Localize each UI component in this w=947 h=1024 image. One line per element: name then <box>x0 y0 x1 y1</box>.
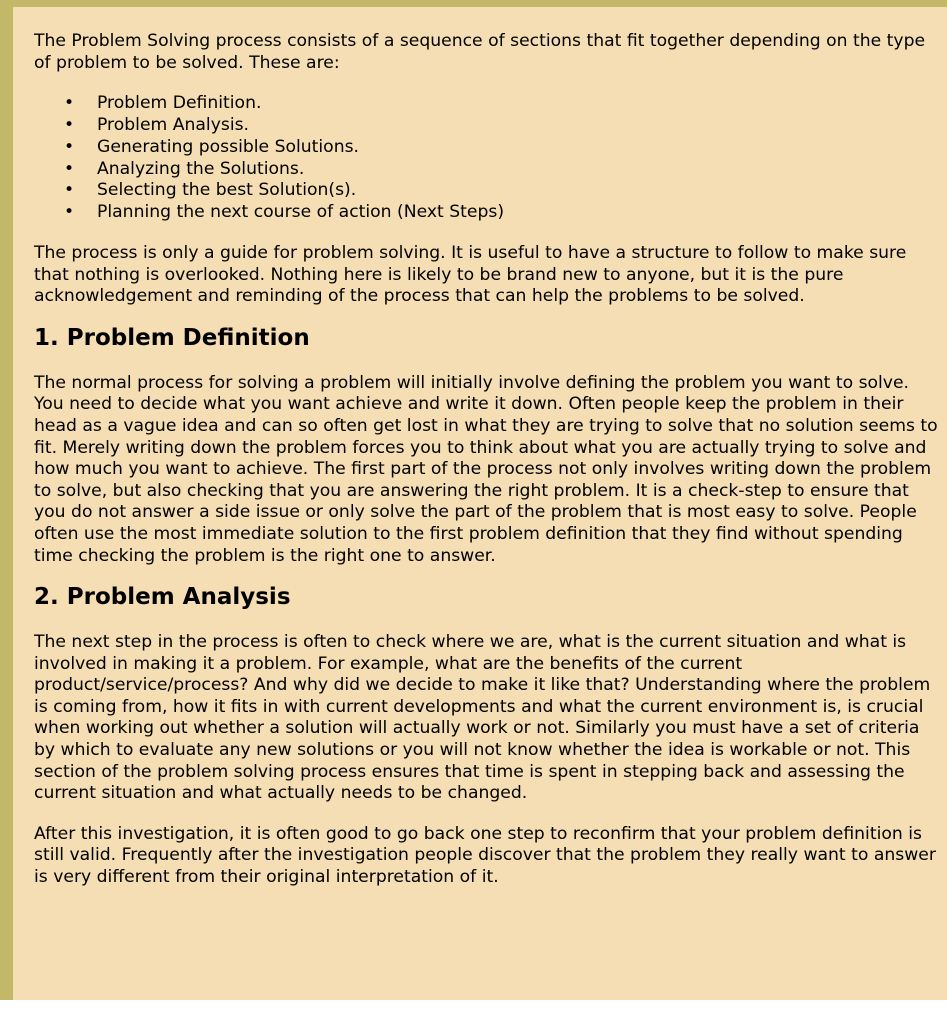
investigation-paragraph: After this investigation, it is often good to go back one step to reconfirm that your problem definition is still valid. Frequently after the investigation people discover that the problem they really want to answer is very different from their original interpretation of it. <box>34 823 936 888</box>
list-item: • Problem Definition. <box>97 93 944 115</box>
problem-analysis-paragraph: The next step in the process is often to check where we are, what is the current situation and what is involved in making it a problem. For example, what are the benefits of the current product/service/process? And why did we decide to make it like that? Understanding where the problem is coming from, how it fits in with current developments and what the current environment is, is crucial when working out whether a solution will actually work or not. Similarly you must have a set of criteria by which to evaluate any new solutions or you will not know whether the idea is workable or not. This section of the problem solving process ensures that time is spent in stepping back and assessing the current situation and what actually needs to be changed. <box>34 632 931 804</box>
list-item: • Planning the next course of action (Next Steps) <box>97 202 944 224</box>
guide-paragraph: The process is only a guide for problem solving. It is useful to have a structure to follow to make sure that nothing is overlooked. Nothing here is likely to be brand new to anyone, but it is the pure acknowledgement and reminding of the process that can help the problems to be solved. <box>34 242 907 307</box>
intro-paragraph: The Problem Solving process consists of a sequence of sections that fit together depending on the type of problem to be solved. These are: <box>34 31 926 73</box>
list-item: • Analyzing the Solutions. <box>97 159 944 181</box>
section-heading-problem-analysis: 2. Problem Analysis <box>34 584 291 611</box>
list-item: • Generating possible Solutions. <box>97 137 944 159</box>
list-item: • Selecting the best Solution(s). <box>97 180 944 202</box>
process-steps-list <box>34 93 944 224</box>
article-body <box>34 31 944 889</box>
problem-definition-paragraph: The normal process for solving a problem will initially involve defining the problem you want to solve. You need to decide what you want achieve and write it down. Often people keep the problem in their head as a vague idea and can so often get lost in what they are trying to solve that no solution seems to fit. Merely writing down the problem forces you to think about what you are actually trying to solve and how much you want to achieve. The first part of the process not only involves writing down the problem to solve, but also checking that you are answering the right problem. It is a check-step to ensure that you do not answer a side issue or only solve the part of the problem that is most easy to solve. People often use the most immediate solution to the first problem definition that they find without spending time checking the problem is the right one to answer. <box>34 372 938 566</box>
section-heading-problem-definition: 1. Problem Definition <box>34 324 310 351</box>
list-item: • Problem Analysis. <box>97 115 944 137</box>
